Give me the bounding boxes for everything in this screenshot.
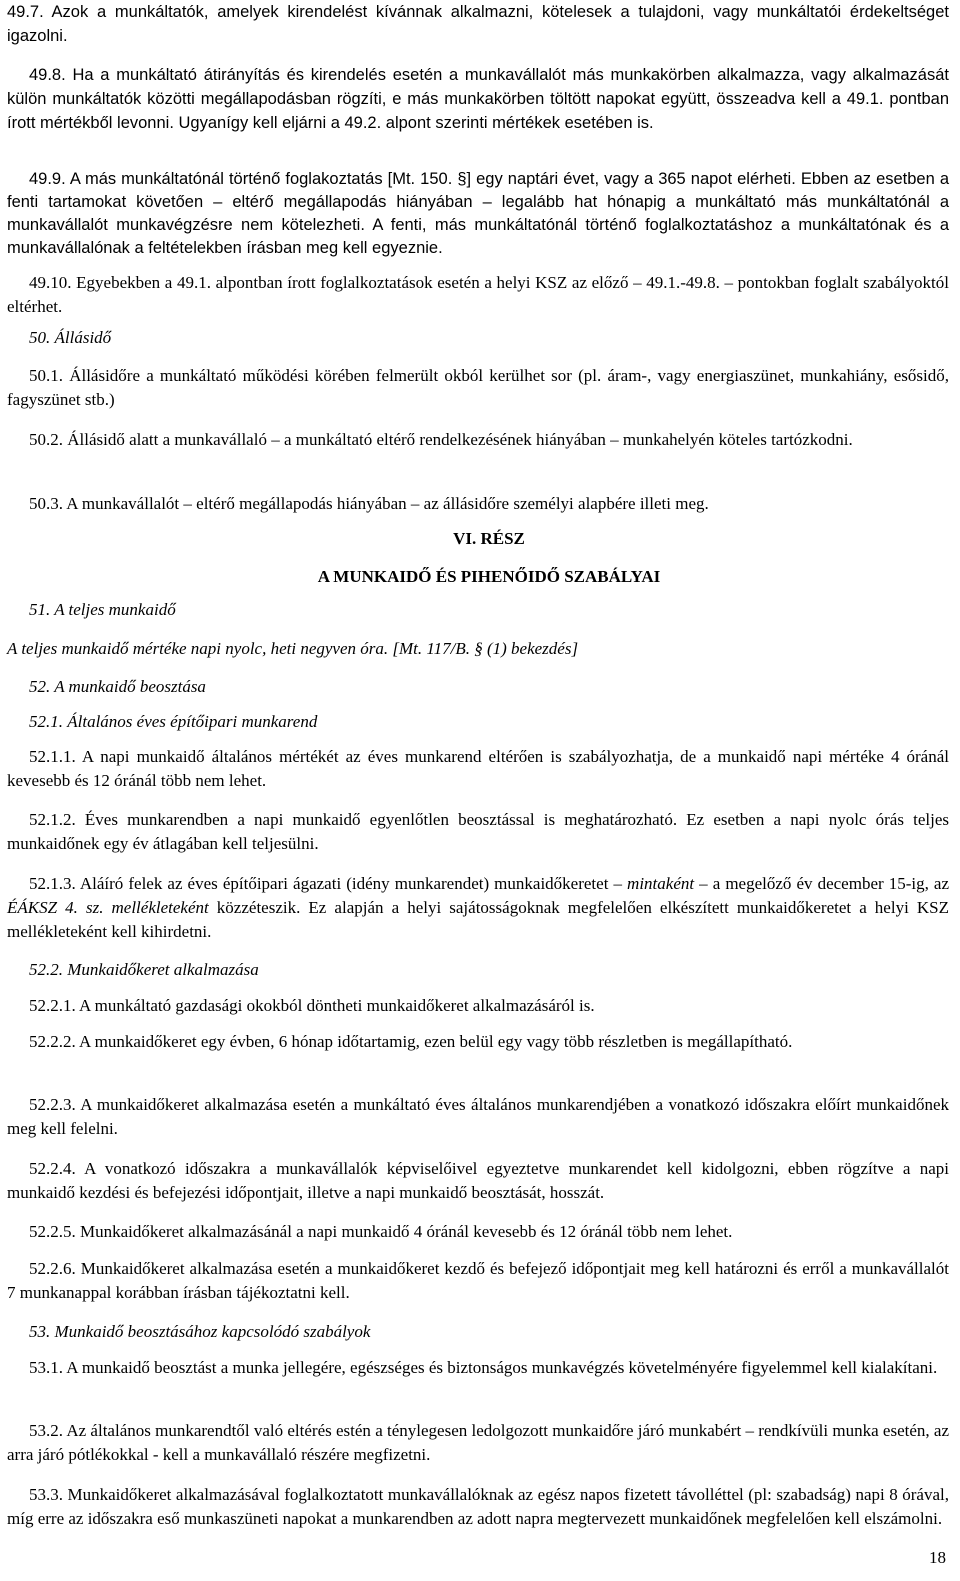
- paragraph-52-2-4: 52.2.4. A vonatkozó időszakra a munkavállalók képviselőivel egyeztetve munkarendet kell kidolgozni, ebben rögzítve a napi munkaidő kezdési és befejezési időpontjait, illetve a napi munkaidő beosztását, hosszát.: [7, 1159, 949, 1202]
- paragraph-53-2: 53.2. Az általános munkarendtől való eltérés estén a ténylegesen ledolgozott munkaidőre járó munkabért – rendkívüli munka esetén, az arra járó pótlékokkal - kell a munkavállaló részére megfizetni.: [7, 1421, 949, 1464]
- heading-52: 52. A munkaidő beosztása: [29, 677, 206, 696]
- page-number: 18: [929, 1548, 946, 1567]
- heading-50: 50. Állásidő: [29, 328, 112, 347]
- paragraph-52-2-1: 52.2.1. A munkáltató gazdasági okokból döntheti munkaidőkeret alkalmazásáról is.: [29, 996, 595, 1015]
- paragraph-50-2: 50.2. Állásidő alatt a munkavállaló – a munkáltató eltérő rendelkezésének hiányában – munkahelyén köteles tartózkodni.: [29, 430, 853, 449]
- part-title: VI. RÉSZ: [453, 529, 525, 548]
- paragraph-52-1-2: 52.1.2. Éves munkarendben a napi munkaidő egyenlőtlen beosztással is meghatározható. Ez esetben a napi nyolc órás teljes munkaidőnek egy év átlagában kell teljesülni.: [7, 810, 949, 853]
- heading-52-1: 52.1. Általános éves építőipari munkarend: [29, 712, 318, 731]
- paragraph-52-1-3: [7, 872, 949, 944]
- paragraph-49-7: 49.7. Azok a munkáltatók, amelyek kirendelést kívánnak alkalmazni, kötelesek a tulajdoni, vagy munkáltatói érdekeltséget igazolni.: [7, 3, 949, 45]
- paragraph-49-10: 49.10. Egyebekben a 49.1. alpontban írott foglalkoztatások esetén a helyi KSZ az előző – 49.1.-49.8. – pontokban foglalt szabályoktól eltérhet.: [7, 273, 949, 316]
- paragraph-49-9: 49.9. A más munkáltatónál történő foglakoztatás [Mt. 150. §] egy naptári évet, vagy a 365 napot elérheti. Ebben az esetben a fenti tartamokat követően – eltérő megállapodás hiányában – legalább hat hónapig a munkáltató más munkáltatónál a munkavállalót munkavégzésre nem kötelezheti. A fenti, más munkáltatónál történő foglalkoztatáshoz a munkáltatónak és a munkavállalónak a feltételekben írásban meg kell egyeznie.: [7, 170, 949, 257]
- paragraph-50-1: 50.1. Állásidőre a munkáltató működési körében felmerült okból kerülhet sor (pl. áram-, vagy energiaszünet, munkahiány, esősidő, fagyszünet stb.): [7, 366, 949, 409]
- paragraph-52-1-3-part-a: 52.1.3. Aláíró felek az éves építőipari ágazati (idény munkarendet) munkaidőkeretet –: [29, 874, 628, 893]
- paragraph-51: A teljes munkaidő mértéke napi nyolc, heti negyven óra. [Mt. 117/B. § (1) bekezdés]: [7, 639, 579, 658]
- paragraph-52-2-6: 52.2.6. Munkaidőkeret alkalmazása esetén a munkaidőkeret kezdő és befejező időpontjait meg kell határozni és erről a munkavállalót 7 munkanappal korábban írásban tájékoztatni kell.: [7, 1259, 949, 1302]
- paragraph-52-2-3: 52.2.3. A munkaidőkeret alkalmazása esetén a munkáltató éves általános munkarendjében a vonatkozó időszakra előírt munkaidőnek meg kell felelni.: [7, 1095, 949, 1138]
- paragraph-52-1-1: 52.1.1. A napi munkaidő általános mértékét az éves munkarend eltérően is szabályozhatja, de a munkaidő napi mértéke 4 óránál kevesebb és 12 óránál több nem lehet.: [7, 747, 949, 790]
- heading-51: 51. A teljes munkaidő: [29, 600, 176, 619]
- paragraph-52-1-3-emph-a: mintaként: [627, 874, 695, 893]
- part-subtitle: A MUNKAIDŐ ÉS PIHENŐIDŐ SZABÁLYAI: [317, 567, 661, 586]
- heading-53: 53. Munkaidő beosztásához kapcsolódó szabályok: [29, 1322, 371, 1341]
- paragraph-53-1: 53.1. A munkaidő beosztást a munka jellegére, egészséges és biztonságos munkavégzés követelményére figyelemmel kell kialakítani.: [29, 1358, 938, 1377]
- paragraph-52-1-3-part-c: közzéteszik. Ez alapján a helyi sajátosságoknak megfelelően elkészített munkaidőkeretet a helyi KSZ mellékleteként kell kihirdetni.: [7, 898, 949, 941]
- paragraph-50-3: 50.3. A munkavállalót – eltérő megállapodás hiányában – az állásidőre személyi alapbére illeti meg.: [29, 494, 709, 513]
- paragraph-53-3: 53.3. Munkaidőkeret alkalmazásával foglalkoztatott munkavállalóknak az egész napos fizetett távolléttel (pl: szabadság) napi 8 órával, míg erre az időszakra eső munkaszüneti napokat a munkarendben az adott napra megtervezett munkaidőnek megfelelően kell elszámolni.: [7, 1485, 949, 1528]
- heading-52-2: 52.2. Munkaidőkeret alkalmazása: [29, 960, 259, 979]
- paragraph-52-2-5: 52.2.5. Munkaidőkeret alkalmazásánál a napi munkaidő 4 óránál kevesebb és 12 óránál több nem lehet.: [29, 1222, 733, 1241]
- paragraph-49-8: 49.8. Ha a munkáltató átirányítás és kirendelés esetén a munkavállalót más munkakörben alkalmazza, vagy alkalmazását külön munkáltatók közötti megállapodásban rögzíti, e más munkakörben töltött napokat együtt, összeadva kell a 49.1. pontban írott mértékből levonni. Ugyanígy kell eljárni a 49.2. alpont szerinti mértékek esetében is.: [7, 66, 949, 132]
- paragraph-52-1-3-emph-b: ÉÁKSZ 4. sz. mellékleteként: [7, 898, 209, 917]
- paragraph-52-1-3-part-b: – a megelőző év december 15-ig, az: [694, 874, 949, 893]
- paragraph-52-2-2: 52.2.2. A munkaidőkeret egy évben, 6 hónap időtartamig, ezen belül egy vagy több részletben is megállapítható.: [29, 1032, 793, 1051]
